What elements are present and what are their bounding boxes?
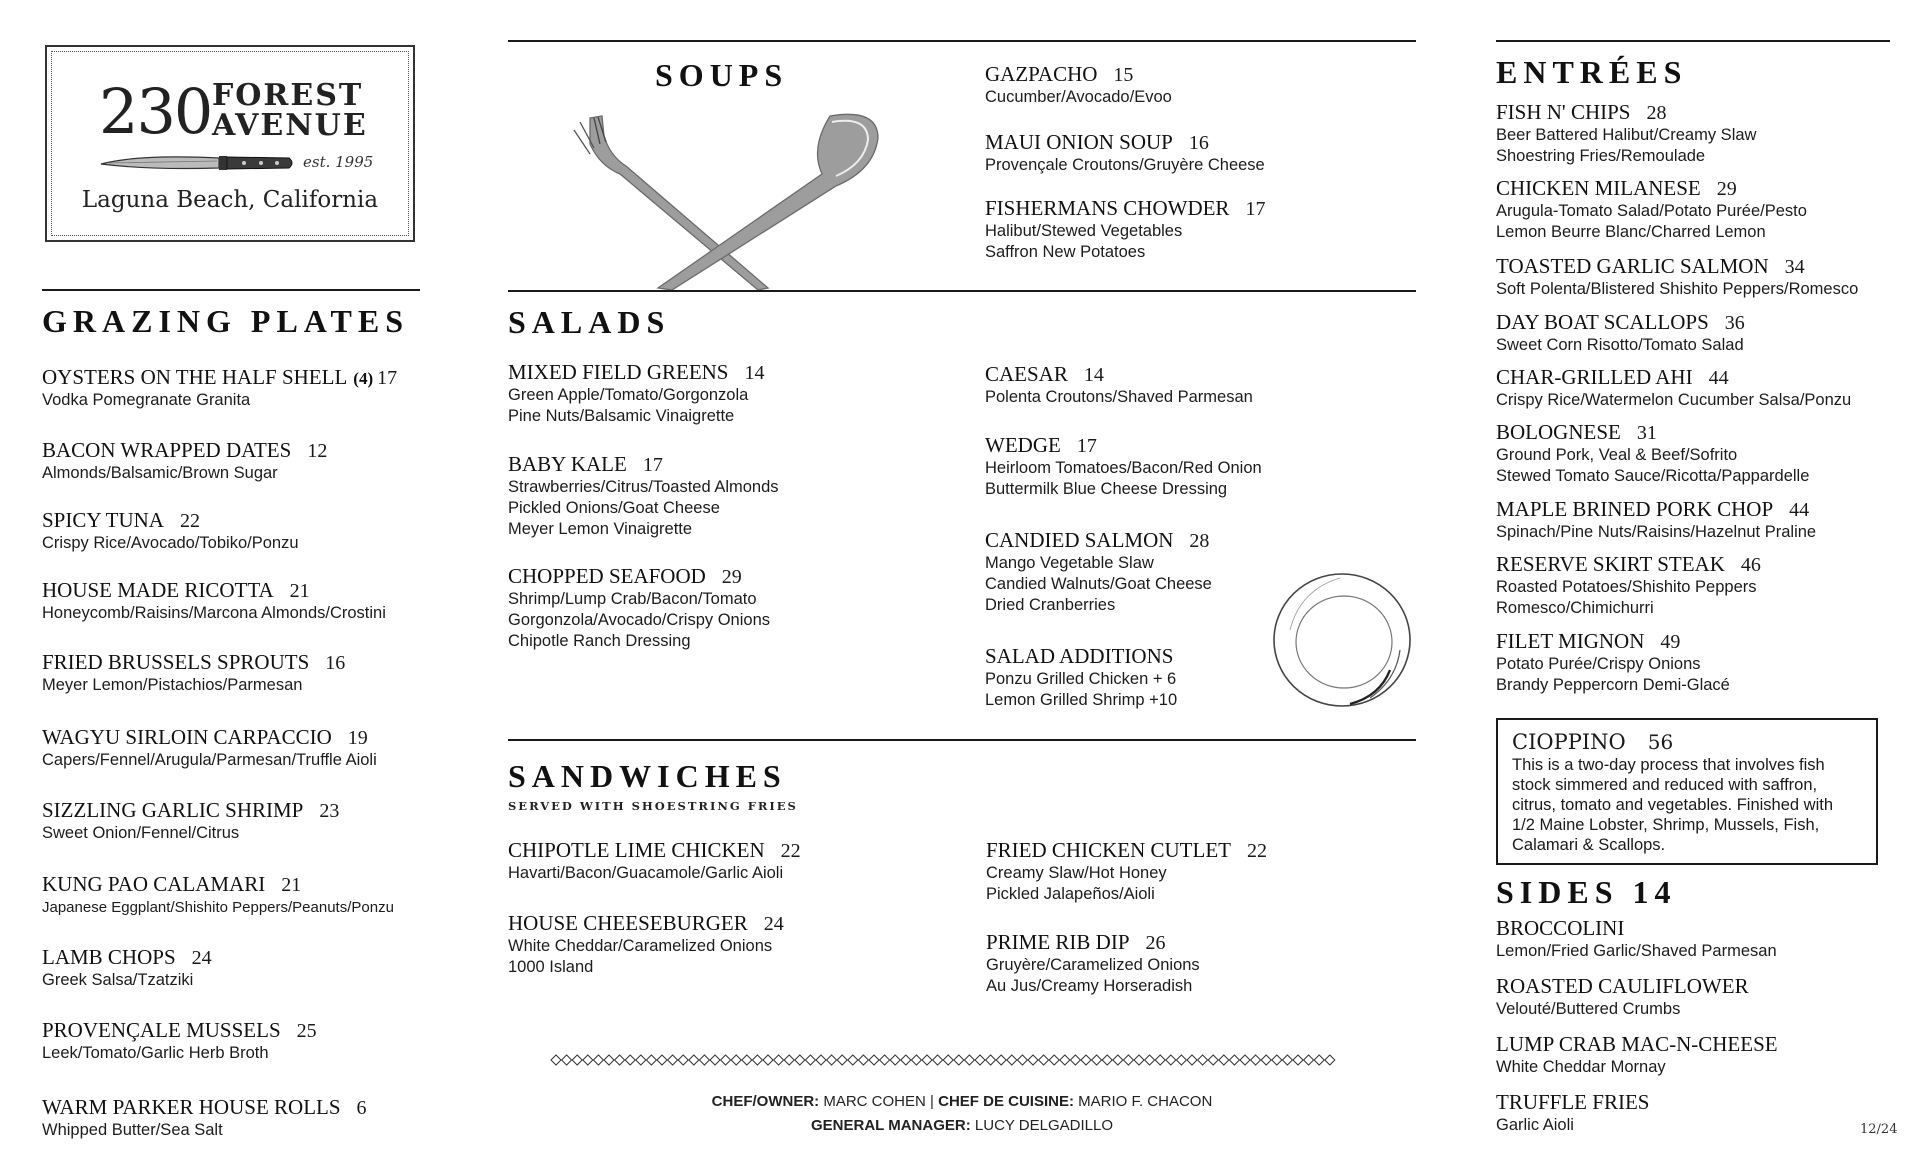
staff-credits-line-2 [508,1117,1416,1134]
owner-label: CHEF/OWNER: [711,1093,820,1110]
salads-heading: SALADS [508,304,671,340]
item-description: Potato Purée/Crispy Onions [1496,655,1701,673]
item-name: FRIED BRUSSELS SPROUTS [42,650,310,674]
item-description: Vodka Pomegranate Granita [42,391,251,409]
item-description: Shrimp/Lump Crab/Bacon/Tomato [508,590,757,608]
item-price: 36 [1724,312,1745,334]
item-price: 12 [307,440,328,462]
entrees-item [1496,310,1745,356]
item-description: Chipotle Ranch Dressing [508,632,691,650]
salads-item [985,433,1262,500]
grazing-item [42,798,339,844]
cioppino-description-line: Calamari & Scallops. [1512,836,1666,854]
sandwiches-item [508,838,801,884]
item-description: Au Jus/Creamy Horseradish [986,977,1193,995]
item-name: PROVENÇALE MUSSELS [42,1018,281,1042]
item-price: 24 [191,947,212,969]
item-description: Buttermilk Blue Cheese Dressing [985,480,1228,498]
item-name: FISH N' CHIPS [1496,100,1631,124]
entrees-item [1496,497,1816,543]
sides-item [1496,974,1749,1020]
item-name: GAZPACHO [985,62,1098,86]
item-description: Strawberries/Citrus/Toasted Almonds [508,478,779,496]
cioppino-price: 56 [1647,730,1674,754]
item-name: CHAR-GRILLED AHI [1496,365,1693,389]
grazing-heading: GRAZING PLATES [42,303,410,339]
item-price: 46 [1740,554,1761,576]
item-price: 22 [780,840,801,862]
item-name: FRIED CHICKEN CUTLET [986,838,1231,862]
sides-item [1496,1090,1649,1136]
item-description: Sweet Onion/Fennel/Citrus [42,824,240,842]
item-name: CHOPPED SEAFOOD [508,564,706,588]
entrees-item [1496,629,1730,696]
item-name: BROCCOLINI [1496,916,1625,940]
item-description: Halibut/Stewed Vegetables [985,222,1183,240]
cioppino-description-line: stock simmered and reduced with saffron, [1512,776,1818,794]
item-name: SALAD ADDITIONS [985,644,1174,668]
item-description: Saffron New Potatoes [985,243,1146,261]
item-name: WEDGE [985,433,1061,457]
soups-item [985,62,1172,108]
sandwiches-item [986,930,1200,997]
diamond-divider [547,1052,1337,1068]
item-name: DAY BOAT SCALLOPS [1496,310,1709,334]
grazing-item [42,1018,317,1064]
item-description: Romesco/Chimichurri [1496,599,1654,617]
item-description: Capers/Fennel/Arugula/Parmesan/Truffle Aioli [42,751,377,769]
item-quantity: (4) [353,369,374,388]
logo-established: est. 1995 [303,153,374,171]
item-description: Meyer Lemon/Pistachios/Parmesan [42,676,303,694]
item-description: Dried Cranberries [985,596,1116,614]
restaurant-logo [45,45,415,242]
grazing-item [42,650,345,696]
item-description: Creamy Slaw/Hot Honey [986,864,1167,882]
item-price: 23 [319,800,340,822]
sandwiches-item [508,911,784,978]
item-price: 15 [1113,64,1134,86]
soups-item [985,196,1265,263]
salads-item [985,528,1212,616]
item-description: Heirloom Tomatoes/Bacon/Red Onion [985,459,1262,477]
credits-separator: | [930,1093,934,1110]
item-description: Meyer Lemon Vinaigrette [508,520,693,538]
top-rule [508,40,1416,42]
logo-location: Laguna Beach, California [81,187,379,213]
item-price: 17 [377,367,398,389]
sandwiches-item [986,838,1267,905]
sandwiches-heading: SANDWICHES [508,758,787,794]
entrees-item [1496,176,1807,243]
item-description: Havarti/Bacon/Guacamole/Garlic Aioli [508,864,784,882]
item-description: Sweet Corn Risotto/Tomato Salad [1496,336,1744,354]
staff-credits-line-1 [508,1093,1416,1110]
item-description: Crispy Rice/Watermelon Cucumber Salsa/Ponzu [1496,391,1852,409]
item-name: FILET MIGNON [1496,629,1645,653]
salads-item [508,452,779,540]
owner-name: MARC COHEN [823,1093,926,1110]
item-price: 14 [1083,364,1104,386]
salads-item [985,362,1253,408]
item-price: 19 [347,727,368,749]
item-name: PRIME RIB DIP [986,930,1130,954]
item-description: Garlic Aioli [1496,1116,1574,1134]
item-description: Almonds/Balsamic/Brown Sugar [42,464,278,482]
entrees-item [1496,100,1756,167]
item-name: SPICY TUNA [42,508,164,532]
item-description: Shoestring Fries/Remoulade [1496,147,1706,165]
item-description: Ponzu Grilled Chicken + 6 [985,670,1177,688]
gm-name: LUCY DELGADILLO [974,1117,1114,1134]
item-name: CAESAR [985,362,1068,386]
chef-de-cuisine-label: CHEF DE CUISINE: [938,1093,1074,1110]
soups-item [985,130,1265,176]
item-name: KUNG PAO CALAMARI [42,872,266,896]
item-price: 21 [281,874,302,896]
item-price: 17 [1245,198,1266,220]
item-description: Gorgonzola/Avocado/Crispy Onions [508,611,771,629]
item-description: Provençale Croutons/Gruyère Cheese [985,156,1265,174]
item-description: Stewed Tomato Sauce/Ricotta/Pappardelle [1496,467,1810,485]
item-description: Greek Salsa/Tzatziki [42,971,194,989]
item-name: WAGYU SIRLOIN CARPACCIO [42,725,332,749]
sandwiches-subtitle: SERVED WITH SHOESTRING FRIES [508,799,798,813]
item-price: 44 [1789,499,1810,521]
item-description: Cucumber/Avocado/Evoo [985,88,1172,106]
item-name: TOASTED GARLIC SALMON [1496,254,1769,278]
grazing-item [42,872,394,918]
item-description: Ground Pork, Veal & Beef/Sofrito [1496,446,1738,464]
item-description: Leek/Tomato/Garlic Herb Broth [42,1044,269,1062]
item-price: 16 [325,652,346,674]
item-price: 28 [1646,102,1667,124]
item-description: Whipped Butter/Sea Salt [42,1121,223,1139]
item-price: 49 [1660,631,1681,653]
item-name: BACON WRAPPED DATES [42,438,292,462]
item-price: 28 [1189,530,1210,552]
grazing-item [42,1095,367,1141]
item-name: OYSTERS ON THE HALF SHELL [42,365,348,389]
salads-item [508,564,770,652]
item-name: BABY KALE [508,452,627,476]
item-name: CANDIED SALMON [985,528,1174,552]
item-name: CHIPOTLE LIME CHICKEN [508,838,765,862]
item-price: 22 [1247,840,1267,862]
soups-heading: SOUPS [655,57,789,93]
sides-heading: SIDES 14 [1496,874,1677,910]
item-description: Pine Nuts/Balsamic Vinaigrette [508,407,735,425]
item-name: RESERVE SKIRT STEAK [1496,552,1725,576]
sandwiches-rule [508,739,1416,741]
item-description: Lemon/Fried Garlic/Shaved Parmesan [1496,942,1777,960]
item-description: Beer Battered Halibut/Creamy Slaw [1496,126,1757,144]
cioppino-name: CIOPPINO [1512,730,1626,754]
item-price: 26 [1145,932,1166,954]
sides-item [1496,1032,1778,1078]
item-name: MIXED FIELD GREENS [508,360,729,384]
item-description: White Cheddar/Caramelized Onions [508,937,773,955]
item-price: 44 [1708,367,1729,389]
item-description: 1000 Island [508,958,594,976]
item-price: 24 [763,913,784,935]
plate-icon [1270,570,1418,710]
item-description: Pickled Onions/Goat Cheese [508,499,720,517]
item-description: Candied Walnuts/Goat Cheese [985,575,1212,593]
entrees-item [1496,552,1761,619]
item-name: SIZZLING GARLIC SHRIMP [42,798,304,822]
entrees-item [1496,420,1809,487]
item-description: Polenta Croutons/Shaved Parmesan [985,388,1253,406]
sides-item [1496,916,1777,962]
item-description: Soft Polenta/Blistered Shishito Peppers/Romesco [1496,280,1859,298]
entrees-item [1496,254,1858,300]
item-price: 21 [289,580,310,602]
grazing-item [42,508,299,554]
item-description: Crispy Rice/Avocado/Tobiko/Ponzu [42,534,299,552]
item-description: White Cheddar Mornay [1496,1058,1666,1076]
item-description: Japanese Eggplant/Shishito Peppers/Peanuts/Ponzu [42,899,394,916]
item-description: Velouté/Buttered Crumbs [1496,1000,1681,1018]
item-name: HOUSE MADE RICOTTA [42,578,274,602]
item-description: Gruyère/Caramelized Onions [986,956,1200,974]
grazing-item [42,365,397,411]
chef-de-cuisine-name: MARIO F. CHACON [1078,1093,1213,1110]
item-price: 34 [1784,256,1805,278]
item-price: 16 [1188,132,1209,154]
salads-item [985,644,1177,711]
item-name: HOUSE CHEESEBURGER [508,911,748,935]
item-name: BOLOGNESE [1496,420,1621,444]
item-name: FISHERMANS CHOWDER [985,196,1230,220]
logo-number: 230 [99,75,212,148]
grazing-item [42,725,377,771]
item-description: Roasted Potatoes/Shishito Peppers [1496,578,1757,596]
item-price: 29 [721,566,742,588]
fork-spoon-icon [560,108,900,290]
entrees-item [1496,365,1851,411]
item-description: Honeycomb/Raisins/Marcona Almonds/Crostini [42,604,386,622]
salads-item [508,360,765,427]
salads-rule [508,290,1416,292]
item-description: Arugula-Tomato Salad/Potato Purée/Pesto [1496,202,1807,220]
item-description: Spinach/Pine Nuts/Raisins/Hazelnut Praline [1496,523,1817,541]
item-name: LAMB CHOPS [42,945,176,969]
cioppino-description-line: This is a two-day process that involves fish [1512,756,1825,774]
item-description: Green Apple/Tomato/Gorgonzola [508,386,749,404]
item-name: TRUFFLE FRIES [1496,1090,1650,1114]
item-description: Pickled Jalapeños/Aioli [986,885,1155,903]
item-description: Mango Vegetable Slaw [985,554,1154,572]
cioppino-box [1496,718,1878,865]
logo-line-1: FOREST [212,78,364,113]
cioppino-description [1512,755,1833,855]
item-name: CHICKEN MILANESE [1496,176,1701,200]
grazing-item [42,578,386,624]
cioppino-description-line: citrus, tomato and vegetables. Finished with [1512,796,1834,814]
item-name: LUMP CRAB MAC-N-CHEESE [1496,1032,1778,1056]
item-description: Brandy Peppercorn Demi-Glacé [1496,676,1730,694]
item-price: 31 [1636,422,1657,444]
grazing-rule [42,289,420,291]
grazing-item [42,945,212,991]
item-name: ROASTED CAULIFLOWER [1496,974,1749,998]
item-description: Lemon Beurre Blanc/Charred Lemon [1496,223,1766,241]
date-code: 12/24 [1860,1122,1898,1137]
item-name: MAUI ONION SOUP [985,130,1173,154]
item-name: WARM PARKER HOUSE ROLLS [42,1095,341,1119]
item-price: 22 [179,510,200,532]
item-price: 17 [1076,435,1097,457]
logo-line-2: AVENUE [212,108,368,143]
item-price: 17 [642,454,663,476]
item-price: 25 [296,1020,317,1042]
entrees-heading: ENTRÉES [1496,54,1688,90]
knife-icon [99,150,299,176]
item-price: 29 [1716,178,1737,200]
gm-label: GENERAL MANAGER: [810,1117,971,1134]
cioppino-description-line: 1/2 Maine Lobster, Shrimp, Mussels, Fish, [1512,816,1820,834]
entrees-rule [1496,40,1890,42]
item-name: MAPLE BRINED PORK CHOP [1496,497,1774,521]
grazing-item [42,438,327,484]
item-price: 6 [356,1097,367,1119]
item-description: Lemon Grilled Shrimp +10 [985,691,1178,709]
item-price: 14 [744,362,765,384]
